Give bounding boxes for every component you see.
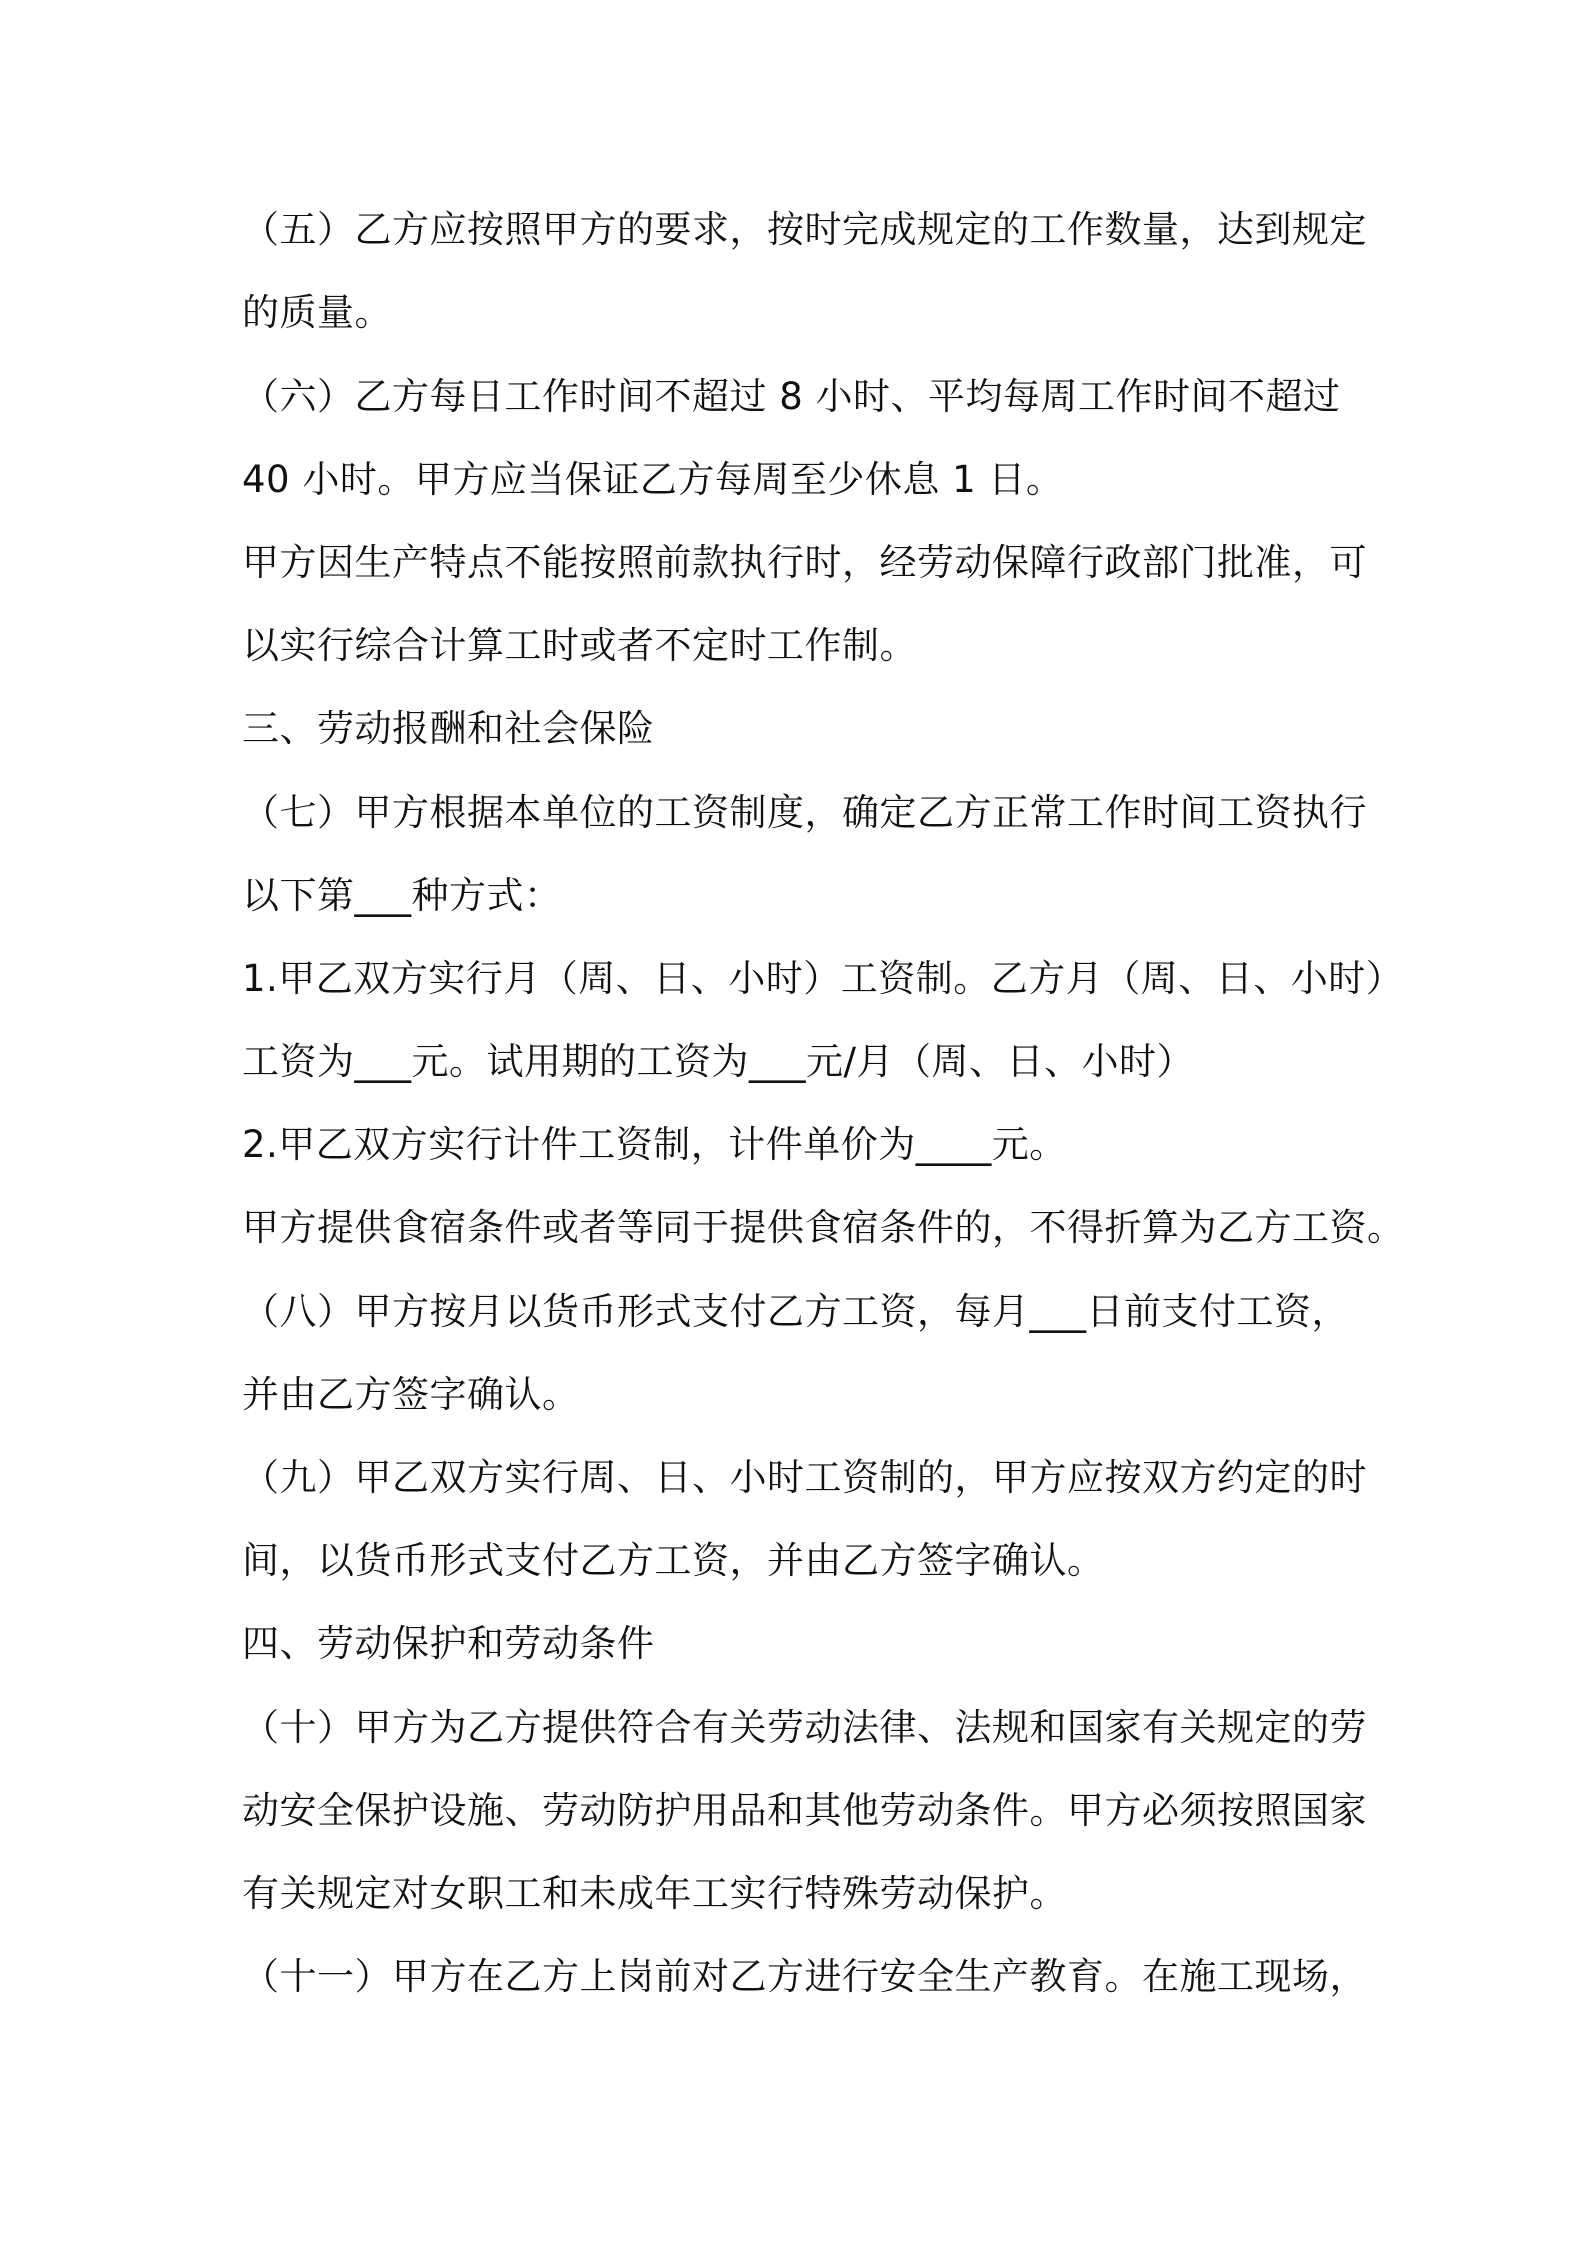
wage-option-2: 2.甲乙双方实行计件工资制，计件单价为____元。 — [242, 1123, 1067, 1166]
clause-9-line-1: （九）甲乙双方实行周、日、小时工资制的，甲方应按双方约定的时 — [242, 1456, 1367, 1499]
clause-7-line-2: 以下第___种方式： — [242, 874, 562, 917]
section-3-heading: 三、劳动报酬和社会保险 — [242, 707, 655, 750]
clause-6-paragraph-line-1: 甲方因生产特点不能按照前款执行时，经劳动保障行政部门批准，可 — [242, 541, 1367, 584]
wage-option-1-line-1: 1.甲乙双方实行月（周、日、小时）工资制。乙方月（周、日、小时） — [242, 957, 1404, 1000]
board-lodging-note: 甲方提供食宿条件或者等同于提供食宿条件的，不得折算为乙方工资。 — [242, 1206, 1405, 1249]
wage-option-1-line-2: 工资为___元。试用期的工资为___元/月（周、日、小时） — [242, 1040, 1194, 1083]
clause-9-line-2: 间，以货币形式支付乙方工资，并由乙方签字确认。 — [242, 1539, 1105, 1582]
clause-5-line-2: 的质量。 — [242, 291, 392, 334]
clause-8-line-2: 并由乙方签字确认。 — [242, 1373, 580, 1416]
clause-5-line-1: （五）乙方应按照甲方的要求，按时完成规定的工作数量，达到规定 — [242, 208, 1367, 251]
clause-8-line-1: （八）甲方按月以货币形式支付乙方工资，每月___日前支付工资， — [242, 1290, 1349, 1333]
clause-11-line-1: （十一）甲方在乙方上岗前对乙方进行安全生产教育。在施工现场， — [242, 1955, 1367, 1998]
clause-10-line-2: 动安全保护设施、劳动防护用品和其他劳动条件。甲方必须按照国家 — [242, 1789, 1367, 1832]
clause-6-line-2: 40 小时。甲方应当保证乙方每周至少休息 1 日。 — [242, 458, 1064, 501]
clause-10-line-1: （十）甲方为乙方提供符合有关劳动法律、法规和国家有关规定的劳 — [242, 1706, 1367, 1749]
clause-6-line-1: （六）乙方每日工作时间不超过 8 小时、平均每周工作时间不超过 — [242, 375, 1341, 418]
clause-6-paragraph-line-2: 以实行综合计算工时或者不定时工作制。 — [242, 624, 917, 667]
clause-10-line-3: 有关规定对女职工和未成年工实行特殊劳动保护。 — [242, 1872, 1067, 1915]
clause-7-line-1: （七）甲方根据本单位的工资制度，确定乙方正常工作时间工资执行 — [242, 791, 1367, 834]
section-4-heading: 四、劳动保护和劳动条件 — [242, 1622, 655, 1665]
